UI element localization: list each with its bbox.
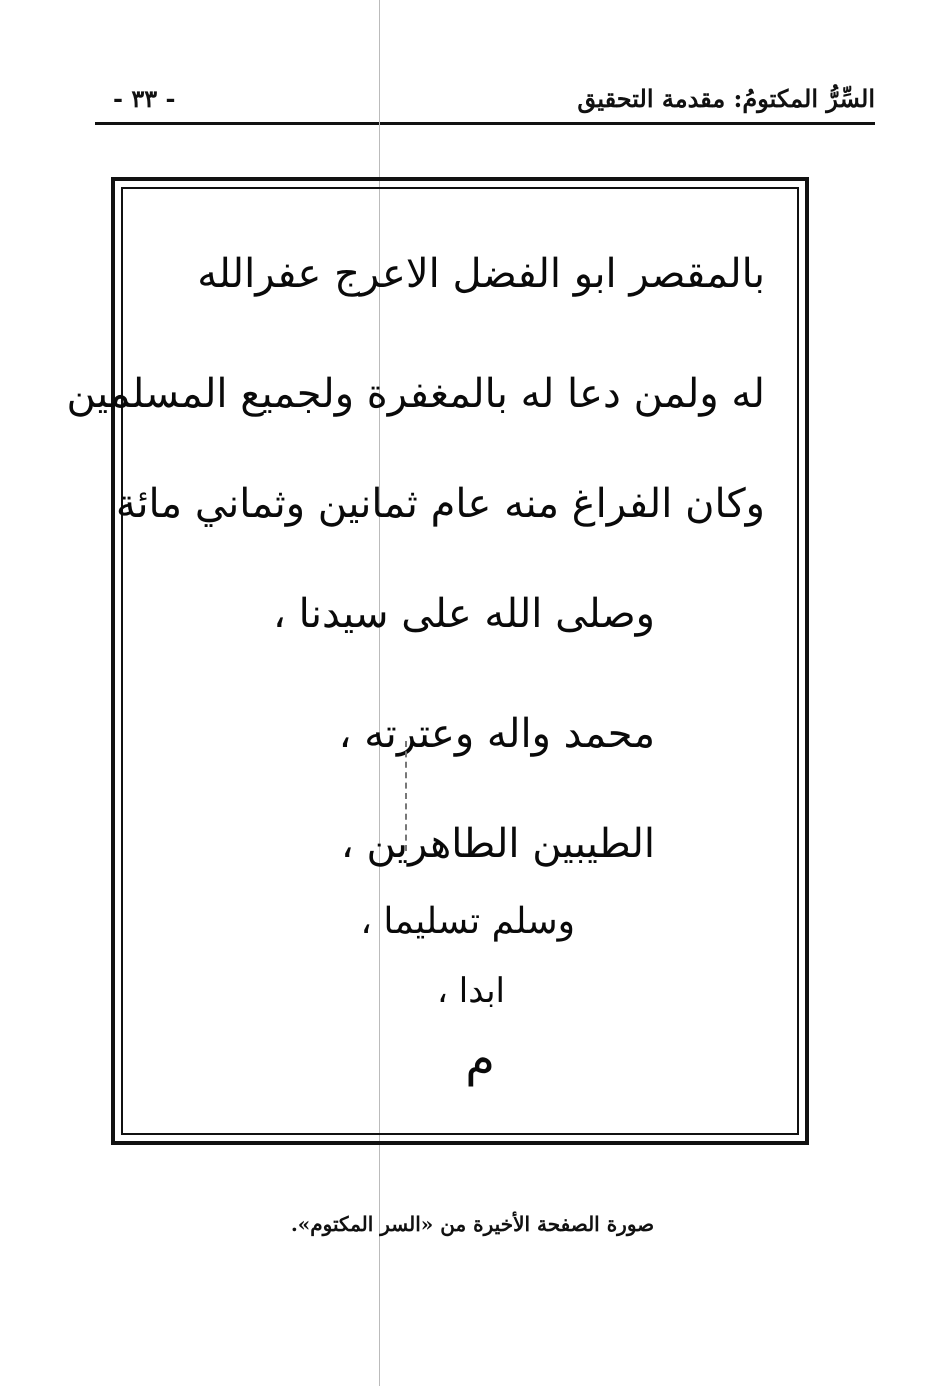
manuscript-line-1: بالمقصر ابو الفضل الاعرج عفرالله (197, 251, 765, 297)
manuscript-line-5: محمد واله وعترته ، (338, 711, 655, 757)
manuscript-line-2: له ولمن دعا له بالمغفرة ولجميع المسلمين (66, 371, 765, 417)
page-header (95, 84, 875, 120)
running-title: السِّرُّ المكتومُ: مقدمة التحقيق (577, 84, 875, 113)
page-number: - ٣٣ - (113, 84, 176, 113)
header-rule (95, 122, 875, 125)
manuscript-image-frame (66, 177, 809, 1145)
manuscript-line-7: وسلم تسليما ، (360, 901, 575, 942)
manuscript-line-9: م (465, 1031, 495, 1087)
manuscript-line-8: ابدا ، (437, 971, 505, 1011)
scan-artifact-dashes (405, 741, 409, 851)
manuscript-line-6: الطيبين الطاهرين ، (340, 821, 655, 867)
figure-caption: صورة الصفحة الأخيرة من «السر المكتوم». (290, 1212, 655, 1236)
manuscript-line-4: وصلى الله على سيدنا ، (273, 591, 655, 637)
manuscript-line-3: وكان الفراغ منه عام ثمانين وثماني مائة (115, 481, 765, 527)
